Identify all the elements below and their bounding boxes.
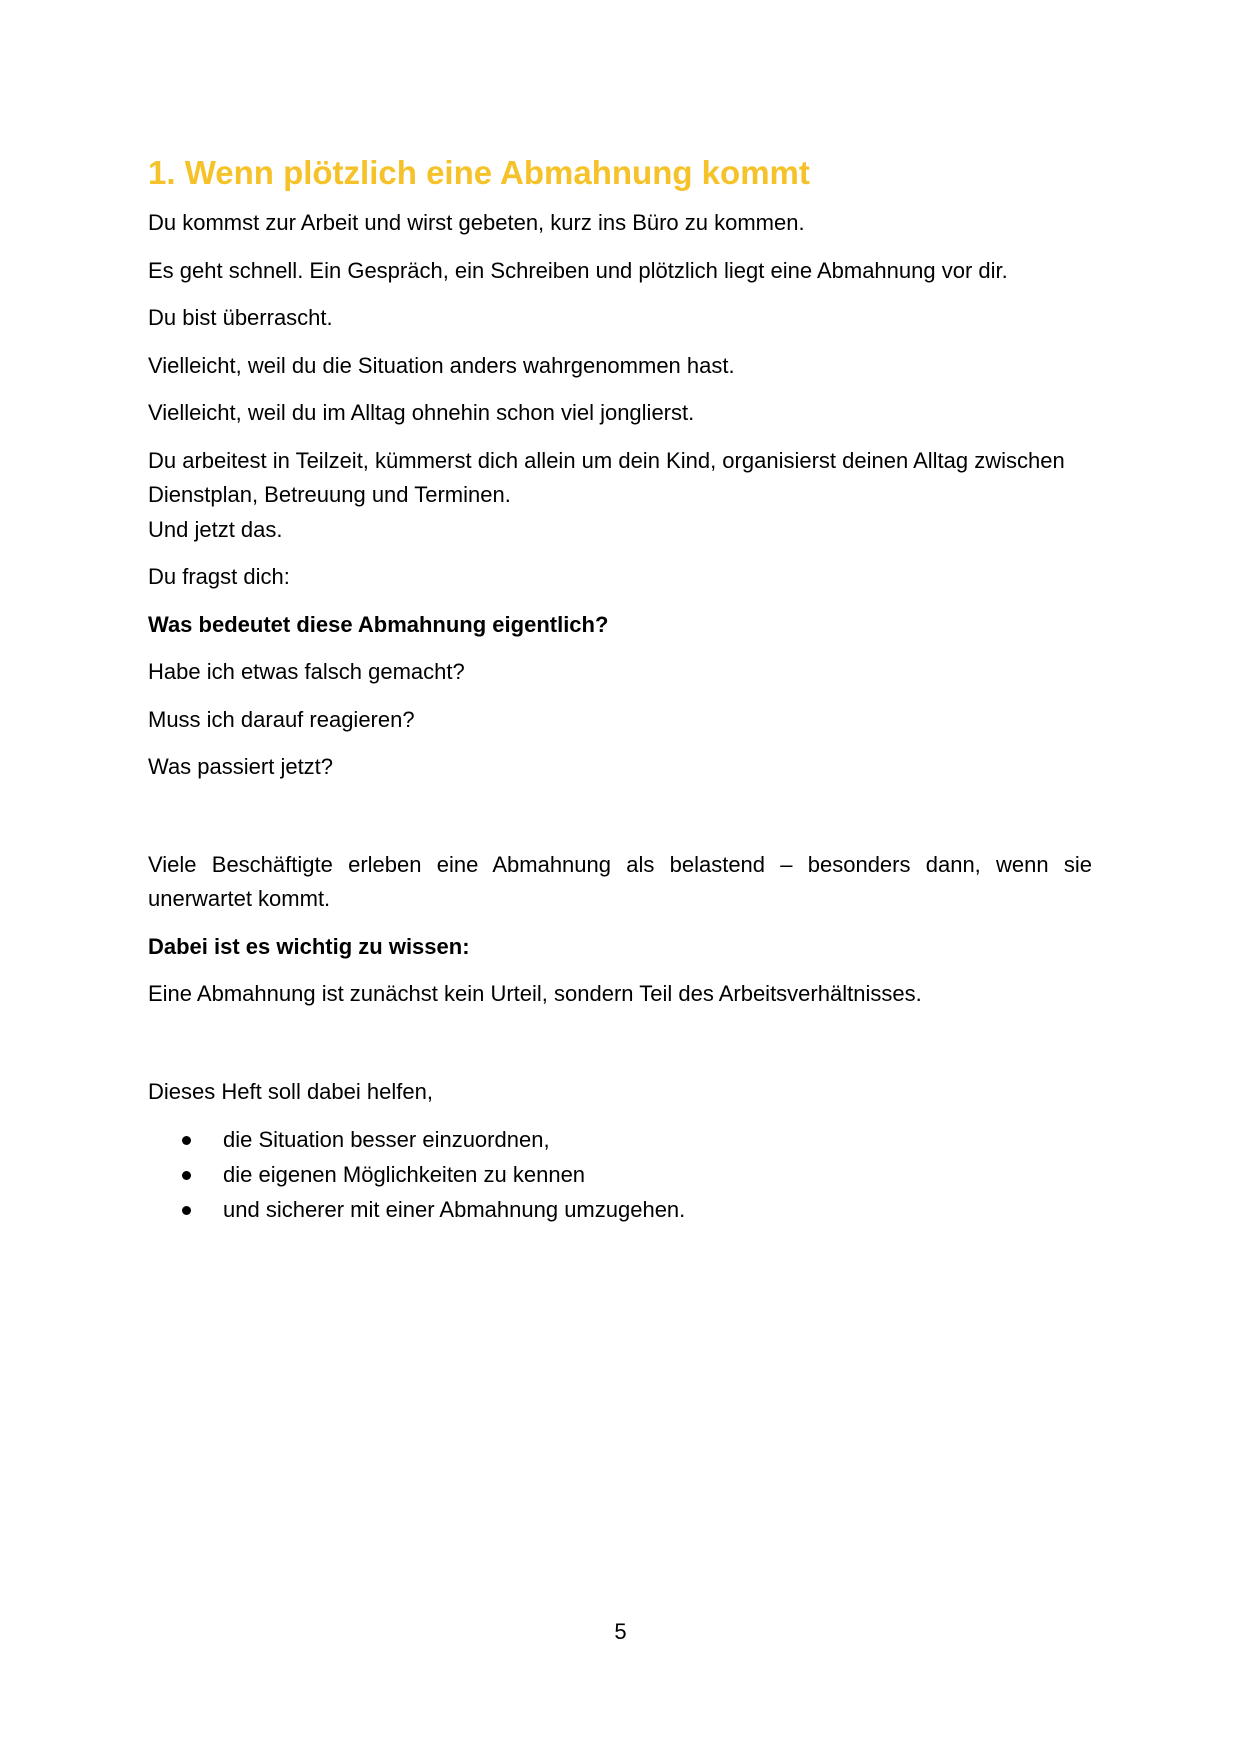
paragraph: Es geht schnell. Ein Gespräch, ein Schreiben und plötzlich liegt eine Abmahnung vor dir. — [148, 257, 1008, 283]
spacer — [148, 798, 1092, 848]
bold-question: Was bedeutet diese Abmahnung eigentlich? — [148, 611, 609, 637]
justified-paragraph: Viele Beschäftigte erleben eine Abmahnung als belastend – besonders dann, wenn sie unerwartet kommt. — [148, 851, 1092, 911]
multiline-paragraph — [148, 444, 1092, 548]
list-item — [182, 1122, 1092, 1157]
paragraph: Du kommst zur Arbeit und wirst gebeten, kurz ins Büro zu kommen. — [148, 210, 805, 235]
list-item — [182, 1192, 1092, 1227]
question: Habe ich etwas falsch gemacht? — [148, 659, 465, 684]
section-heading: 1. Wenn plötzlich eine Abmahnung kommt — [148, 154, 810, 191]
spacer — [148, 1025, 1092, 1075]
question: Muss ich darauf reagieren? — [148, 706, 415, 732]
paragraph-line: Du arbeitest in Teilzeit, kümmerst dich allein um dein Kind, organisierst deinen Alltag zwischen Dienstplan, Betreuung und Terminen. — [148, 447, 1065, 507]
document-page — [148, 150, 1092, 1227]
question: Was passiert jetzt? — [148, 754, 334, 779]
paragraph-line: Und jetzt das. — [148, 516, 283, 542]
important-text: Eine Abmahnung ist zunächst kein Urteil, sondern Teil des Arbeitsverhältnisses. — [148, 981, 922, 1006]
bullet-icon — [182, 1171, 191, 1180]
list-item-text: und sicherer mit einer Abmahnung umzugehen. — [223, 1197, 686, 1222]
page-number: 5 — [614, 1619, 627, 1644]
bullet-icon — [182, 1136, 191, 1145]
bullet-icon — [182, 1206, 191, 1215]
list-item-text: die Situation besser einzuordnen, — [223, 1127, 550, 1152]
question-intro: Du fragst dich: — [148, 564, 290, 589]
paragraph: Du bist überrascht. — [148, 305, 333, 330]
booklet-intro: Dieses Heft soll dabei helfen, — [148, 1078, 433, 1104]
list-item — [182, 1157, 1092, 1192]
paragraph: Vielleicht, weil du die Situation anders wahrgenommen hast. — [148, 352, 735, 378]
important-heading: Dabei ist es wichtig zu wissen: — [148, 933, 470, 959]
list-item-text: die eigenen Möglichkeiten zu kennen — [223, 1162, 586, 1187]
paragraph: Vielleicht, weil du im Alltag ohnehin schon viel jonglierst. — [148, 400, 695, 425]
bullet-list — [148, 1122, 1092, 1227]
